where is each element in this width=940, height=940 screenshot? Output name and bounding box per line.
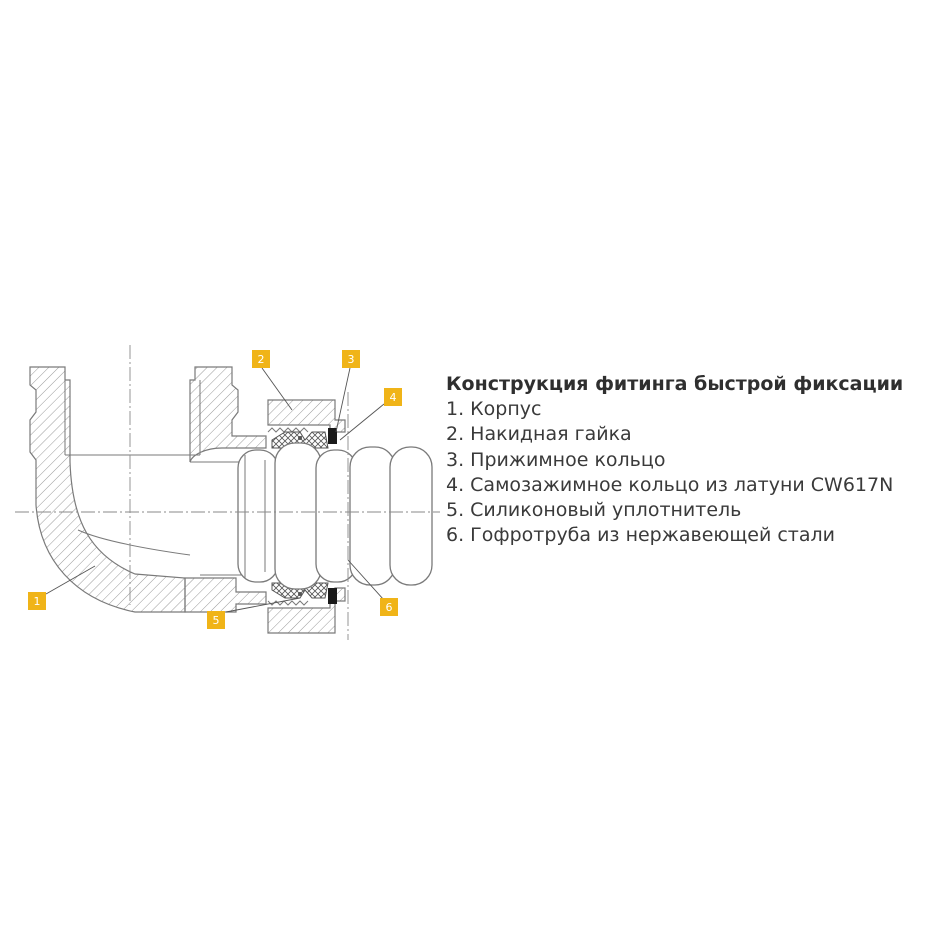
callout-5: [207, 611, 225, 629]
callout-2: [252, 350, 270, 368]
corrugated-tube: [238, 443, 432, 589]
callout-6-label: 6: [385, 601, 393, 614]
callout-6: [380, 598, 398, 616]
callout-1-label: 1: [33, 595, 41, 608]
legend-item-4: 4. Самозажимное кольцо из латуни CW617N: [446, 473, 894, 496]
legend-item-2: 2. Накидная гайка: [446, 423, 632, 446]
legend-item-6: 6. Гофротруба из нержавеющей стали: [446, 524, 836, 547]
legend-title: Конструкция фитинга быстрой фиксации: [446, 373, 904, 395]
legend-item-1: 1. Корпус: [446, 398, 542, 421]
callout-3-label: 3: [347, 353, 355, 366]
callout-2-label: 2: [257, 353, 265, 366]
legend-item-5: 5. Силиконовый уплотнитель: [446, 499, 742, 522]
legend: [446, 372, 926, 548]
callout-1: [28, 592, 46, 610]
callout-3: [342, 350, 360, 368]
callout-4: [384, 388, 402, 406]
callout-4-label: 4: [389, 391, 397, 404]
legend-item-3: 3. Прижимное кольцо: [446, 448, 666, 471]
callout-5-label: 5: [212, 614, 220, 627]
legend-list: [446, 397, 926, 548]
